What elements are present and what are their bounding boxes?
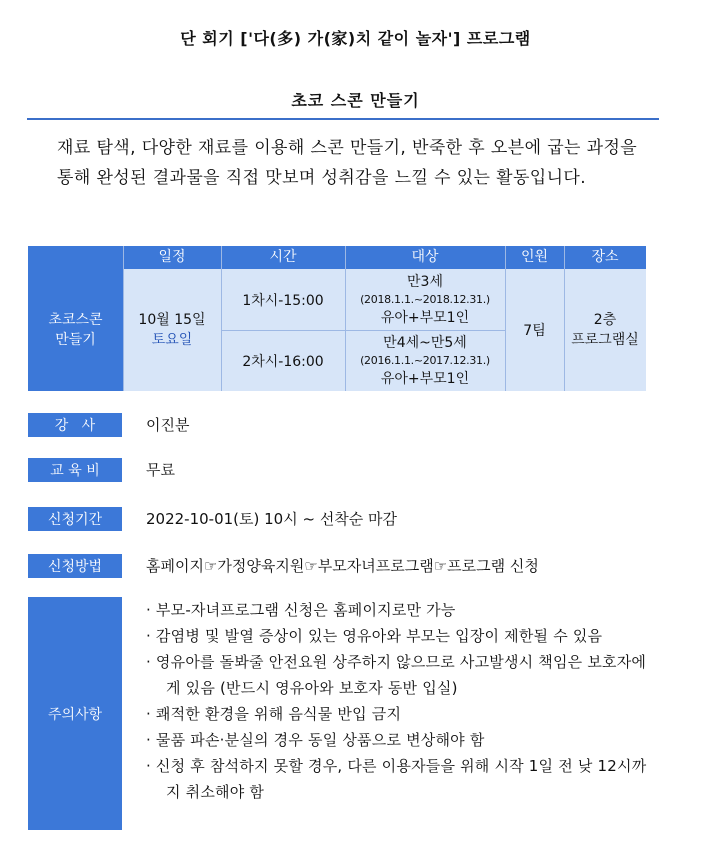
session-2-range: (2016.1.1.~2017.12.31.): [360, 353, 490, 367]
date-cell: [123, 269, 221, 391]
note-item: · 물품 파손·분실의 경우 동일 상품으로 변상해야 함: [146, 731, 485, 749]
program-description: 재료 탐색, 다양한 재료를 이용해 스콘 만들기, 반죽한 후 오븐에 굽는 과정을 통해 완성된 결과물을 직접 맛보며 성취감을 느낄 수 있는 활동입니다.: [57, 138, 638, 188]
session-1-range: (2018.1.1.~2018.12.31.): [360, 292, 490, 306]
header-target: 대상: [345, 246, 505, 269]
session-2-group: 유아+부모1인: [380, 370, 470, 387]
period-label: 신청기간: [28, 507, 122, 531]
program-date: 10월 15일: [138, 312, 206, 328]
header-corner: [28, 246, 123, 269]
session-2-age: 만4세~만5세: [383, 334, 467, 351]
header-date: 일정: [123, 246, 221, 269]
schedule-table: [28, 246, 646, 391]
note-item: · 영유아를 돌봐줄 안전요원 상주하지 않으므로 사고발생시 책임은 보호자에게 있음 (반드시 영유아와 보호자 동반 입실): [146, 653, 647, 697]
program-name: 초코스콘 만들기: [48, 312, 103, 348]
instructor-label: 강 사: [28, 413, 122, 437]
place-room: 프로그램실: [571, 332, 639, 348]
session-2-target: [345, 330, 505, 391]
program-name-cell: [28, 269, 123, 391]
notes-label: 주의사항: [28, 597, 122, 830]
notes-list: [146, 597, 651, 805]
header-place: 장소: [564, 246, 646, 269]
note-item: · 감염병 및 발열 증상이 있는 영유아와 부모는 입장이 제한될 수 있음: [146, 627, 603, 645]
session-1-target: [345, 269, 505, 330]
title-divider: [27, 118, 659, 120]
session-1-time: 1차시-15:00: [242, 292, 324, 309]
note-item: · 신청 후 참석하지 못할 경우, 다른 이용자들을 위해 시작 1일 전 낮 12시까지 취소해야 함: [146, 757, 647, 801]
header-capacity: 인원: [505, 246, 564, 269]
program-subtitle: 초코 스콘 만들기: [291, 91, 420, 110]
place-cell: [564, 269, 646, 391]
program-weekday: 토요일: [151, 332, 193, 348]
fee-value: 무료: [146, 461, 175, 479]
method-value: 홈페이지☞가정양육지원☞부모자녀프로그램☞프로그램 신청: [146, 557, 539, 575]
page-title: 단 회기 ['다(多) 가(家)치 같이 놀자'] 프로그램: [180, 29, 531, 48]
session-1-group: 유아+부모1인: [380, 309, 470, 326]
session-1-age: 만3세: [407, 273, 443, 290]
fee-label: 교 육 비: [28, 458, 122, 482]
session-2-time: 2차시-16:00: [242, 353, 324, 370]
capacity-cell: 7팀: [523, 323, 546, 339]
method-label: 신청방법: [28, 554, 122, 578]
header-time: 시간: [221, 246, 345, 269]
note-item: · 부모-자녀프로그램 신청은 홈페이지로만 가능: [146, 601, 456, 619]
instructor-value: 이진분: [146, 416, 190, 434]
place-floor: 2층: [593, 312, 617, 328]
period-value: 2022-10-01(토) 10시 ~ 선착순 마감: [146, 510, 398, 528]
note-item: · 쾌적한 환경을 위해 음식물 반입 금지: [146, 705, 402, 723]
